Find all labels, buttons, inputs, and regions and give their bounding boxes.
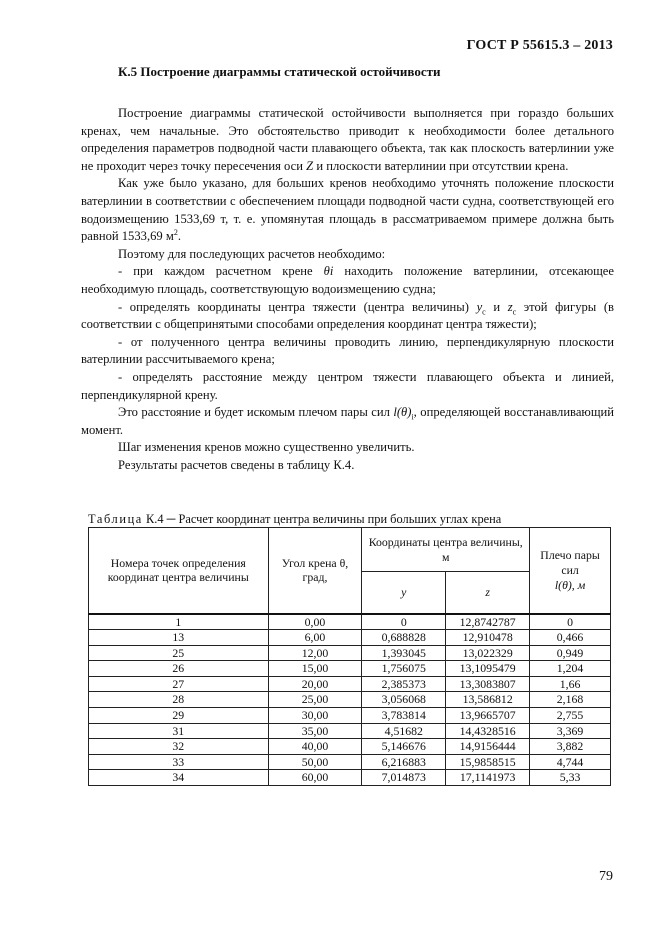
table-row [89,692,611,708]
table-cell: 1,393045 [362,645,446,661]
paragraph-10: Результаты расчетов сведены в таблицу К.4. [118,457,355,472]
table-cell: 2,755 [530,708,611,724]
table-cell: 13,1095479 [446,661,530,677]
table-cell: 15,00 [268,661,362,677]
table-cell: 5,33 [530,770,611,786]
table-caption: Таблица К.4 ─ Расчет координат центра величины при больших углах крена [88,512,502,526]
table-cell: 3,783814 [362,708,446,724]
table-cell: 40,00 [268,739,362,755]
header-y: y [362,572,446,614]
header-heel-angle: Угол крена θ, град, [268,528,362,614]
table-cell: 13,3083807 [446,676,530,692]
table-cell: 6,216883 [362,754,446,770]
table-cell: 33 [89,754,269,770]
paragraph-1: Построение диаграммы статической остойчивости выполняется при гораздо больших кренах, чем начальные. Это обстоятельство приводит к необходимости более детального определения параметров подводной части плавающего объекта, так как плоскость ватерлинии уже не проходит через точку пересечения оси Z и плоскости ватерлинии при отсутствии крена. [81,106,614,173]
table-cell: 4,51682 [362,723,446,739]
table-cell: 3,369 [530,723,611,739]
table-cell: 3,056068 [362,692,446,708]
paragraph-9: Шаг изменения кренов можно существенно увеличить. [118,440,415,455]
table-cell: 0,466 [530,630,611,646]
page-number: 79 [599,869,613,884]
table-cell: 13,586812 [446,692,530,708]
table-cell: 34 [89,770,269,786]
table-cell: 20,00 [268,676,362,692]
table-cell: 12,00 [268,645,362,661]
table-row [89,614,611,630]
table-cell: 15,9858515 [446,754,530,770]
table-cell: 5,146676 [362,739,446,755]
table-cell: 0 [530,614,611,630]
table-cell: 26 [89,661,269,677]
table-cell: 1,204 [530,661,611,677]
table-row [89,739,611,755]
table-cell: 60,00 [268,770,362,786]
table-cell: 32 [89,739,269,755]
table-cell: 13,022329 [446,645,530,661]
paragraph-5: - определять координаты центра тяжести (центра величины) $y_c$ и $z_c$ этой фигуры (в соответствии с общепринятыми способами определения координат центра тяжести); [81,299,615,332]
table-cell: 14,9156444 [446,739,530,755]
table-cell: 17,1141973 [446,770,530,786]
table-cell: 25,00 [268,692,362,708]
table-cell: 0,688828 [362,630,446,646]
table-cell: 27 [89,676,269,692]
table-cell: 28 [89,692,269,708]
paragraph-8: Это расстояние и будет искомым плечом пары сил $l(\theta)_i$, определяющей восстанавливающий момент. [81,405,615,437]
table-cell: 13 [89,630,269,646]
table-row [89,708,611,724]
results-table [88,527,611,786]
table-cell: 50,00 [268,754,362,770]
table-cell: 1,756075 [362,661,446,677]
body-text [81,105,614,474]
paragraph-3: Поэтому для последующих расчетов необходимо: [118,246,386,261]
document-code: ГОСТ Р 55615.3 – 2013 [466,38,613,53]
table-row [89,645,611,661]
paragraph-2: Как уже было указано, для больших кренов необходимо уточнять положение плоскости ватерлинии в соответствии с обеспечением площади подводной части судна, соответствующей его водоизмещению 1533,69 т, т. е. упомянутая площадь в рассматриваемом примере должна быть равной 1533,69 $м^2$. [81,176,614,244]
table-row [89,630,611,646]
header-coordinates: Координаты центра величины, м [362,528,530,572]
table-cell: 2,168 [530,692,611,708]
table-row [89,754,611,770]
table-cell: 31 [89,723,269,739]
table-cell: 0 [362,614,446,630]
table-cell: 25 [89,645,269,661]
table-cell: 30,00 [268,708,362,724]
paragraph-7: - определять расстояние между центром тяжести плавающего объекта и линией, перпендикулярной крену. [81,369,614,402]
table-cell: 7,014873 [362,770,446,786]
table-row [89,723,611,739]
table-cell: 2,385373 [362,676,446,692]
table-cell: 35,00 [268,723,362,739]
header-z: z [446,572,530,614]
table-cell: 12,8742787 [446,614,530,630]
table-cell: 3,882 [530,739,611,755]
table-cell: 13,9665707 [446,708,530,724]
section-title: К.5 Построение диаграммы статической остойчивости [118,64,441,79]
table-cell: 0,00 [268,614,362,630]
table-cell: 1,66 [530,676,611,692]
table-cell: 1 [89,614,269,630]
table-cell: 0,949 [530,645,611,661]
table-row [89,661,611,677]
header-arm: Плечо пары сил l(θ), м [530,528,611,614]
header-point-numbers: Номера точек определения координат центра величины [89,528,269,614]
table-cell: 4,744 [530,754,611,770]
table-row [89,770,611,786]
paragraph-6: - от полученного центра величины проводить линию, перпендикулярную плоскости ватерлинии рассчитываемого крена; [81,334,614,367]
table-cell: 29 [89,708,269,724]
table-cell: 14,4328516 [446,723,530,739]
table-row [89,676,611,692]
table-cell: 12,910478 [446,630,530,646]
table-cell: 6,00 [268,630,362,646]
paragraph-4: - при каждом расчетном крене θi находить положение ватерлинии, отсекающее необходимую площадь, соответствующую водоизмещению судна; [81,264,614,296]
